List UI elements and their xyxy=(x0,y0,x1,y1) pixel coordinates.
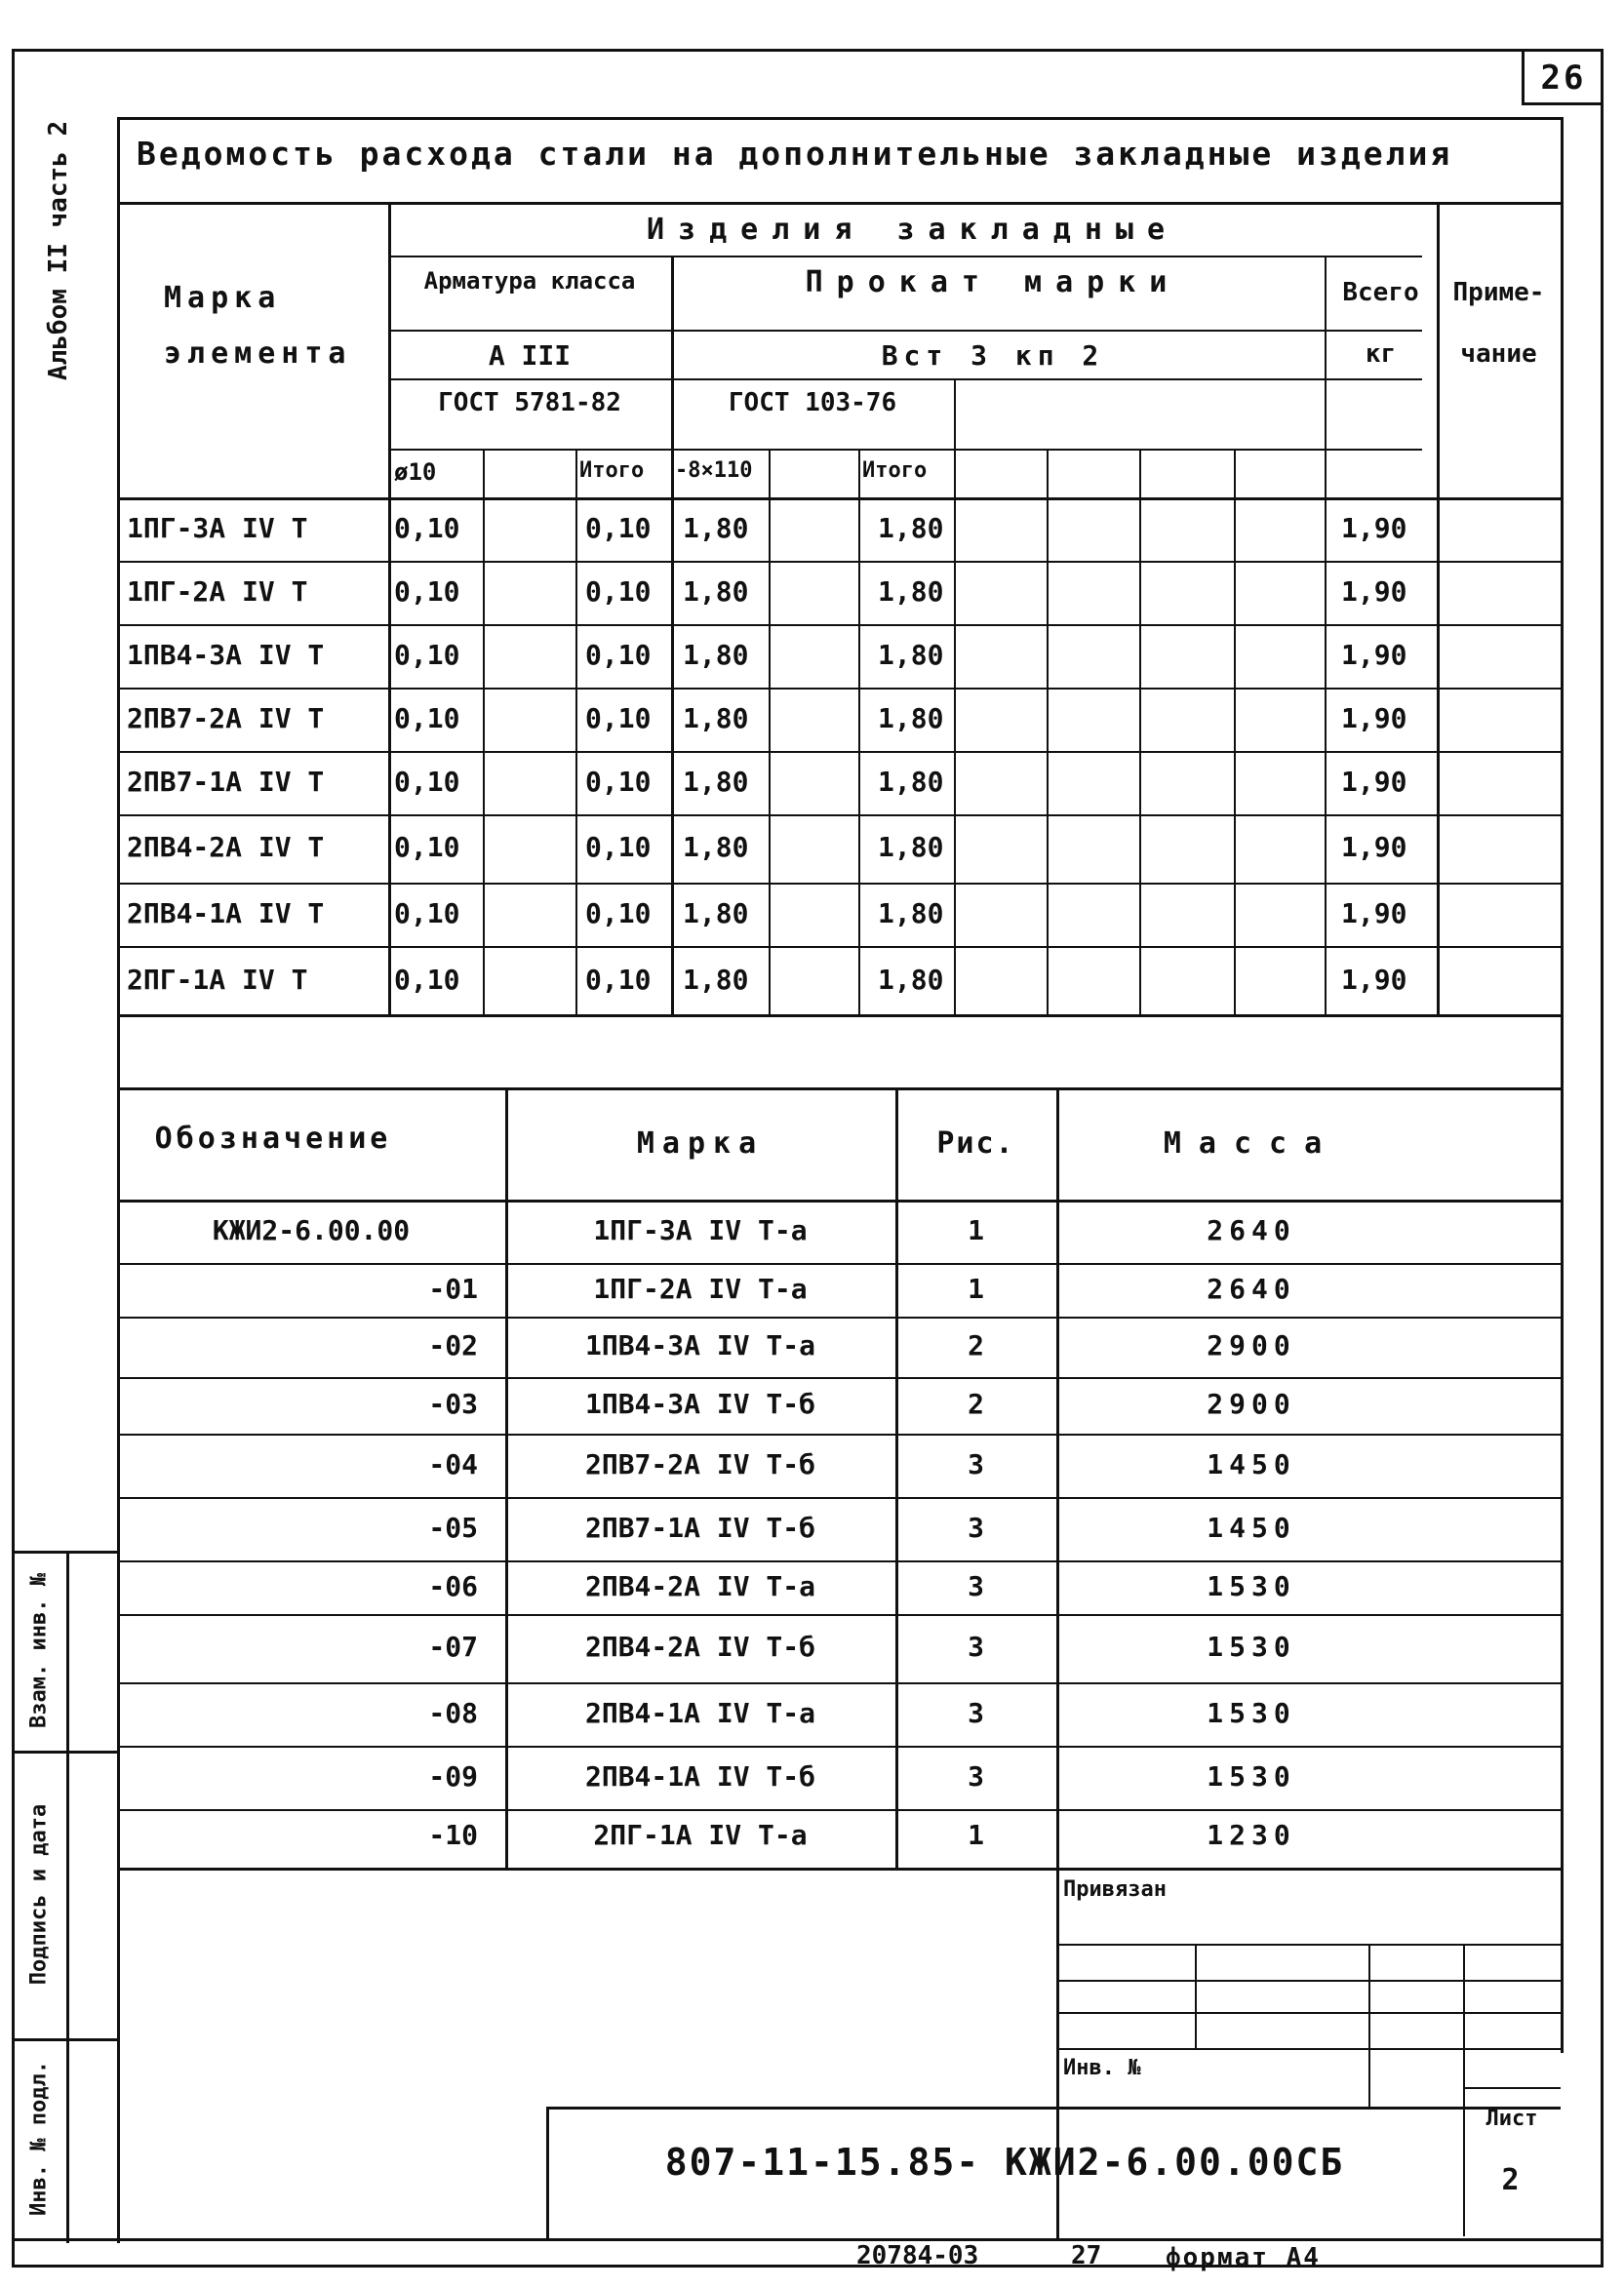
row-itogo2: 1,80 xyxy=(878,575,944,608)
header-rolled: Прокат марки xyxy=(805,265,1181,299)
row-itogo1: 0,10 xyxy=(585,575,652,608)
row-itogo2: 1,80 xyxy=(878,964,944,996)
header-note-line1: Приме- xyxy=(1452,278,1545,307)
mass-fig: 3 xyxy=(968,1760,984,1793)
row-strip: 1,80 xyxy=(683,575,749,608)
row-mark: 2ПВ4-2А IV Т xyxy=(127,831,325,863)
mass-fig: 1 xyxy=(968,1273,984,1305)
mass-designation: -07 xyxy=(428,1631,478,1663)
header-sub-itogo1: Итого xyxy=(579,458,645,483)
mass-designation: -01 xyxy=(428,1273,478,1305)
mass-value: 2640 xyxy=(1207,1214,1296,1246)
header-note-line2: чание xyxy=(1460,339,1537,369)
mass-header-fig: Рис. xyxy=(936,1126,1015,1161)
mass-value: 1530 xyxy=(1207,1631,1296,1663)
mass-designation: -08 xyxy=(428,1697,478,1729)
row-mark: 2ПВ7-1А IV Т xyxy=(127,766,325,798)
row-strip: 1,80 xyxy=(683,639,749,671)
mass-mark: 1ПВ4-3А IV Т-б xyxy=(584,1388,815,1420)
mass-designation: -05 xyxy=(428,1512,478,1544)
row-d10: 0,10 xyxy=(394,766,460,798)
footer-sheet: 27 xyxy=(1071,2241,1102,2270)
row-strip: 1,80 xyxy=(683,831,749,863)
header-total-line1: Всего xyxy=(1342,278,1419,307)
mass-value: 1230 xyxy=(1207,1819,1296,1851)
mass-header-mark: Марка xyxy=(636,1126,765,1161)
row-d10: 0,10 xyxy=(394,702,460,734)
mass-value: 2640 xyxy=(1207,1273,1296,1305)
mass-header-designation: Обозначение xyxy=(154,1122,392,1156)
row-d10: 0,10 xyxy=(394,897,460,929)
row-total: 1,90 xyxy=(1341,964,1407,996)
stamp-list-no: 2 xyxy=(1501,2163,1523,2197)
header-armature: Арматура класса xyxy=(423,267,636,295)
mass-mark: 2ПВ7-1А IV Т-б xyxy=(584,1512,815,1544)
mass-value: 1530 xyxy=(1207,1697,1296,1729)
mass-value: 1530 xyxy=(1207,1570,1296,1602)
podpis-label: Подпись и дата xyxy=(26,1803,52,1986)
mass-fig: 2 xyxy=(968,1329,984,1361)
header-gost-arm: ГОСТ 5781-82 xyxy=(438,388,621,417)
row-itogo1: 0,10 xyxy=(585,897,652,929)
mass-mark: 1ПГ-3А IV Т-а xyxy=(593,1214,808,1246)
footer-format: формат А4 xyxy=(1166,2243,1321,2272)
mass-value: 1450 xyxy=(1207,1512,1296,1544)
row-strip: 1,80 xyxy=(683,512,749,544)
row-itogo2: 1,80 xyxy=(878,639,944,671)
mass-fig: 2 xyxy=(968,1388,984,1420)
mass-mark: 1ПГ-2А IV Т-а xyxy=(593,1273,808,1305)
header-armature-class: А III xyxy=(488,339,572,372)
stamp-inv-no: Инв. № xyxy=(1063,2056,1141,2080)
header-mark-line2: элемента xyxy=(164,336,352,371)
row-mark: 1ПГ-3А IV Т xyxy=(127,512,308,544)
row-itogo1: 0,10 xyxy=(585,702,652,734)
row-d10: 0,10 xyxy=(394,639,460,671)
mass-designation: -02 xyxy=(428,1329,478,1361)
row-total: 1,90 xyxy=(1341,831,1407,863)
row-d10: 0,10 xyxy=(394,831,460,863)
row-strip: 1,80 xyxy=(683,964,749,996)
row-itogo1: 0,10 xyxy=(585,831,652,863)
mass-value: 2900 xyxy=(1207,1329,1296,1361)
mass-designation: -09 xyxy=(428,1760,478,1793)
row-itogo2: 1,80 xyxy=(878,512,944,544)
row-mark: 1ПГ-2А IV Т xyxy=(127,575,308,608)
footer-order: 20784-03 xyxy=(856,2241,979,2270)
header-sub-d10: ø10 xyxy=(394,458,437,486)
mass-mark: 2ПВ4-2А IV Т-а xyxy=(584,1570,815,1602)
page-title: Ведомость расхода стали на дополнительные закладные изделия xyxy=(137,135,1453,173)
row-d10: 0,10 xyxy=(394,575,460,608)
margin-sep-2 xyxy=(12,1751,117,1754)
mass-mark: 1ПВ4-3А IV Т-а xyxy=(584,1329,815,1361)
album-label: Альбом II часть 2 xyxy=(44,120,73,380)
mass-fig: 3 xyxy=(968,1570,984,1602)
mass-header-mass: Масса xyxy=(1163,1126,1340,1161)
mass-mark: 2ПГ-1А IV Т-а xyxy=(593,1819,808,1851)
mass-fig: 3 xyxy=(968,1631,984,1663)
row-strip: 1,80 xyxy=(683,766,749,798)
row-itogo1: 0,10 xyxy=(585,512,652,544)
row-strip: 1,80 xyxy=(683,897,749,929)
row-d10: 0,10 xyxy=(394,964,460,996)
mass-designation: -06 xyxy=(428,1570,478,1602)
mass-fig: 1 xyxy=(968,1214,984,1246)
row-strip: 1,80 xyxy=(683,702,749,734)
row-total: 1,90 xyxy=(1341,897,1407,929)
row-total: 1,90 xyxy=(1341,512,1407,544)
mass-fig: 3 xyxy=(968,1512,984,1544)
row-total: 1,90 xyxy=(1341,639,1407,671)
mass-mark: 2ПВ7-2А IV Т-б xyxy=(584,1448,815,1480)
vzam-label: Взам. инв. № xyxy=(26,1573,52,1728)
header-sub-itogo2: Итого xyxy=(862,458,928,483)
mass-mark: 2ПВ4-1А IV Т-а xyxy=(584,1697,815,1729)
mass-mark: 2ПВ4-2А IV Т-б xyxy=(584,1631,815,1663)
header-rolled-grade: Вст 3 кп 2 xyxy=(881,339,1105,372)
header-mark-line1: Марка xyxy=(164,281,282,315)
mass-fig: 3 xyxy=(968,1697,984,1729)
mass-value: 2900 xyxy=(1207,1388,1296,1420)
row-mark: 2ПВ4-1А IV Т xyxy=(127,897,325,929)
row-total: 1,90 xyxy=(1341,766,1407,798)
header-total-line2: кг xyxy=(1365,339,1397,369)
row-mark: 2ПГ-1А IV Т xyxy=(127,964,308,996)
stamp-doc-code: 807-11-15.85- КЖИ2-6.00.00СБ xyxy=(664,2141,1345,2184)
row-mark: 1ПВ4-3А IV Т xyxy=(127,639,325,671)
header-gost-rolled: ГОСТ 103-76 xyxy=(728,388,897,417)
row-itogo1: 0,10 xyxy=(585,766,652,798)
row-total: 1,90 xyxy=(1341,575,1407,608)
row-itogo2: 1,80 xyxy=(878,766,944,798)
mass-designation: -10 xyxy=(428,1819,478,1851)
row-d10: 0,10 xyxy=(394,512,460,544)
page-number: 26 xyxy=(1540,59,1587,98)
row-itogo2: 1,80 xyxy=(878,831,944,863)
row-itogo1: 0,10 xyxy=(585,964,652,996)
mass-value: 1450 xyxy=(1207,1448,1296,1480)
mass-fig: 3 xyxy=(968,1448,984,1480)
mass-designation: -03 xyxy=(428,1388,478,1420)
mass-designation: КЖИ2-6.00.00 xyxy=(212,1214,411,1246)
row-itogo1: 0,10 xyxy=(585,639,652,671)
content-left-border xyxy=(117,117,120,2243)
row-mark: 2ПВ7-2А IV Т xyxy=(127,702,325,734)
header-sub-strip: -8×110 xyxy=(675,458,753,483)
margin-inner-line xyxy=(66,1551,69,2243)
header-products: Изделия закладные xyxy=(646,213,1179,247)
inv-podl-label: Инв. № подл. xyxy=(26,2061,52,2216)
stamp-list-label: Лист xyxy=(1485,2107,1538,2131)
stamp-privyazan: Привязан xyxy=(1063,1877,1167,1902)
mass-fig: 1 xyxy=(968,1819,984,1851)
mass-designation: -04 xyxy=(428,1448,478,1480)
row-total: 1,90 xyxy=(1341,702,1407,734)
mass-value: 1530 xyxy=(1207,1760,1296,1793)
mass-mark: 2ПВ4-1А IV Т-б xyxy=(584,1760,815,1793)
row-itogo2: 1,80 xyxy=(878,897,944,929)
row-itogo2: 1,80 xyxy=(878,702,944,734)
